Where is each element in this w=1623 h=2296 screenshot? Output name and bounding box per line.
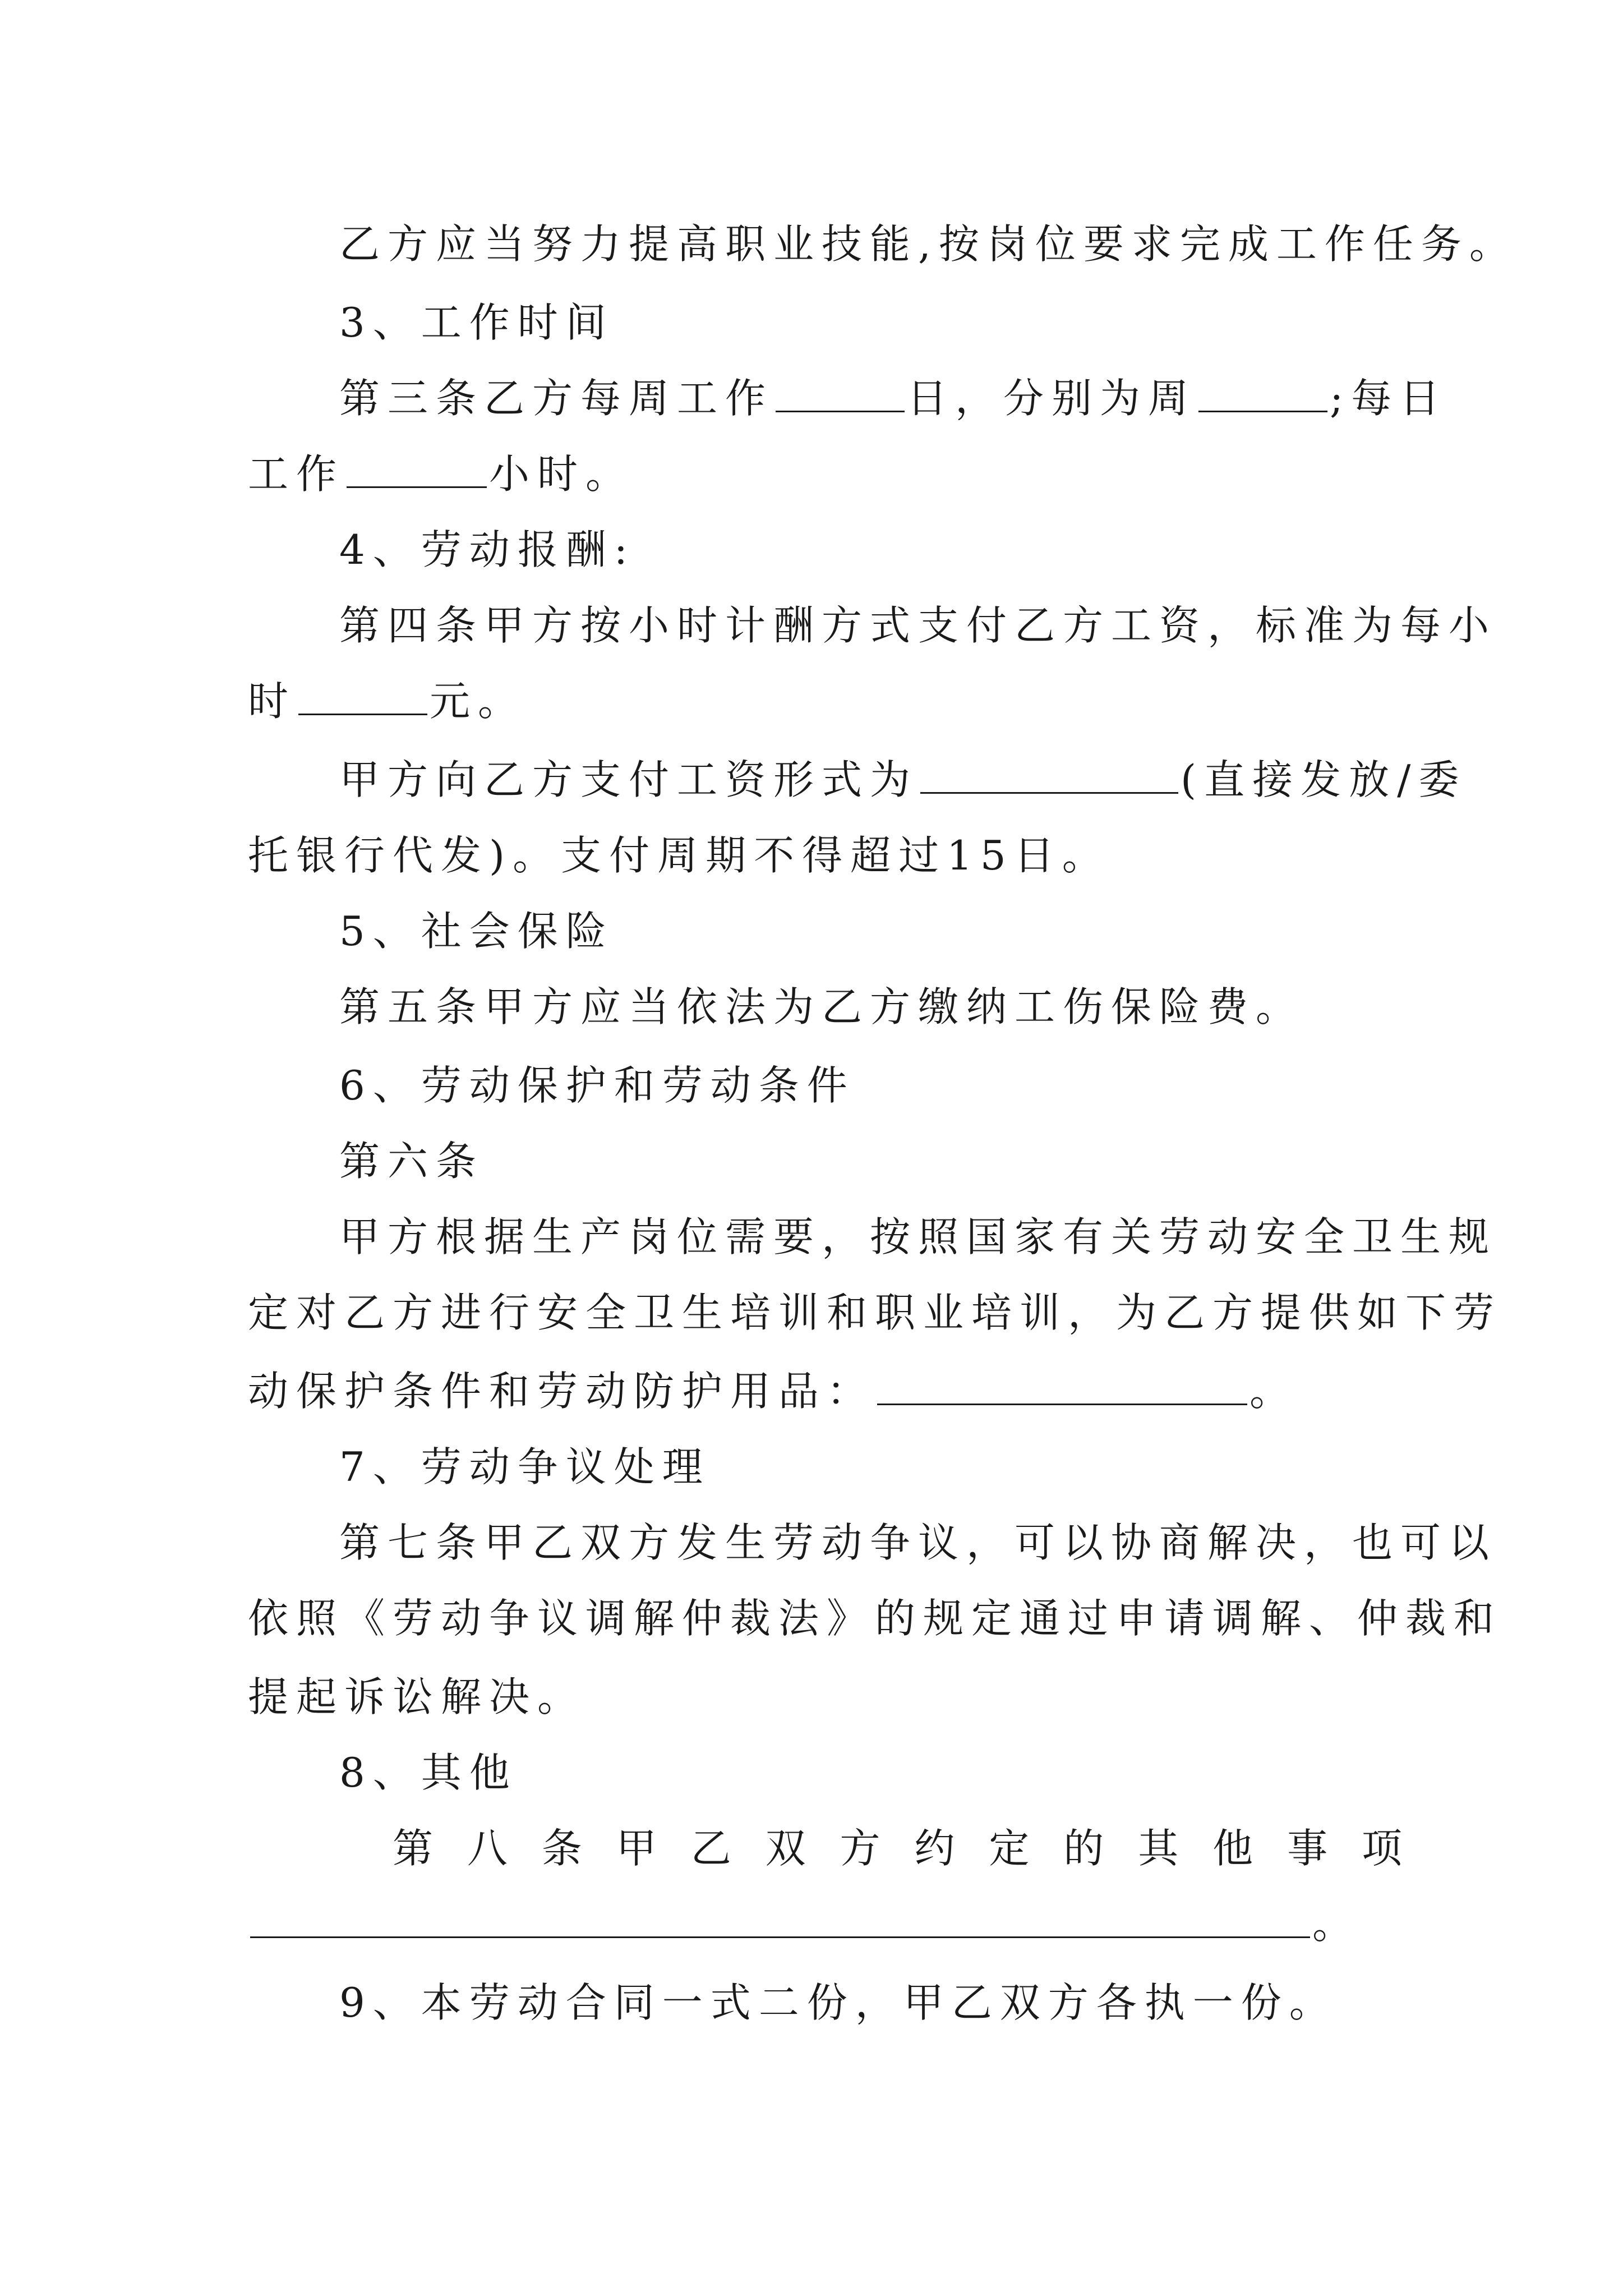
article-8-char: 的 bbox=[1063, 1825, 1104, 1872]
article-7-line-3: 提起诉讼解决。 bbox=[248, 1673, 586, 1720]
weekdays-blank bbox=[1198, 376, 1327, 412]
article-8-char: 甲 bbox=[616, 1825, 657, 1872]
article-5: 第五条甲方应当依法为乙方缴纳工伤保险费。 bbox=[339, 983, 1304, 1030]
contract-copies-clause: 9、本劳动合同一式二份，甲乙双方各执一份。 bbox=[339, 1979, 1338, 2026]
article-3-text-b: 日，分别为周 bbox=[907, 375, 1197, 422]
article-8-char: 定 bbox=[989, 1825, 1030, 1872]
article-6-title: 第六条 bbox=[339, 1138, 485, 1185]
payment-form-blank bbox=[920, 757, 1178, 794]
article-8-char: 条 bbox=[541, 1825, 582, 1872]
days-per-week-blank bbox=[776, 376, 905, 412]
heading-labor-protection: 6、劳动保护和劳动条件 bbox=[339, 1062, 855, 1109]
other-matters-blank bbox=[250, 1902, 1310, 1938]
article-7-line-2: 依照《劳动争议调解仲裁法》的规定通过申请调解、仲裁和 bbox=[248, 1595, 1502, 1642]
article-6-text-a: 动保护条件和劳动防护用品： bbox=[248, 1368, 875, 1415]
article-4-text-b: 元。 bbox=[430, 678, 527, 725]
article-8-text-end: 。 bbox=[1312, 1901, 1361, 1948]
article-8-char: 他 bbox=[1212, 1825, 1253, 1872]
article-3-text-a: 第三条乙方每周工作 bbox=[339, 375, 774, 422]
article-3-text-c: ;每日 bbox=[1330, 375, 1448, 422]
heading-remuneration: 4、劳动报酬: bbox=[339, 526, 636, 573]
article-7-line-1: 第七条甲乙双方发生劳动争议，可以协商解决，也可以 bbox=[339, 1519, 1497, 1566]
article-3-line-2 bbox=[248, 446, 634, 502]
payment-form-line-2: 托银行代发)。支付周期不得超过15日。 bbox=[248, 832, 1110, 879]
heading-social-insurance: 5、社会保险 bbox=[339, 908, 614, 955]
article-6-line-3 bbox=[248, 1363, 1298, 1419]
article-8-char: 双 bbox=[765, 1825, 806, 1872]
article-8-char: 乙 bbox=[690, 1825, 731, 1872]
heading-working-hours: 3、工作时间 bbox=[339, 299, 614, 346]
article-8-line-2 bbox=[248, 1896, 1361, 1952]
article-4-text-a: 时 bbox=[248, 678, 297, 725]
heading-other: 8、其他 bbox=[339, 1749, 518, 1796]
article-8-char: 其 bbox=[1138, 1825, 1179, 1872]
article-8-char: 方 bbox=[840, 1825, 880, 1872]
article-8-char: 八 bbox=[467, 1825, 508, 1872]
article-4-line-2 bbox=[248, 673, 526, 729]
article-8-line-1 bbox=[393, 1820, 1402, 1876]
article-8-char: 项 bbox=[1361, 1825, 1402, 1872]
hourly-rate-blank bbox=[298, 679, 427, 715]
payment-form-line-1 bbox=[339, 752, 1467, 808]
article-6-text-b: 。 bbox=[1249, 1368, 1298, 1415]
article-4-line-1: 第四条甲方按小时计酬方式支付乙方工资，标准为每小 bbox=[339, 602, 1497, 649]
article-8-char: 第 bbox=[393, 1825, 434, 1872]
payment-form-text-b: (直接发放/委 bbox=[1181, 756, 1467, 803]
article-8-char: 约 bbox=[914, 1825, 955, 1872]
paragraph-skills: 乙方应当努力提高职业技能,按岗位要求完成工作任务。 bbox=[339, 220, 1518, 268]
article-8-char: 事 bbox=[1287, 1825, 1328, 1872]
article-3-line-1 bbox=[339, 370, 1447, 426]
article-3-text-e: 小时。 bbox=[489, 450, 634, 498]
protective-equipment-blank bbox=[877, 1369, 1247, 1405]
payment-form-text-a: 甲方向乙方支付工资形式为 bbox=[339, 756, 919, 803]
heading-dispute-resolution: 7、劳动争议处理 bbox=[339, 1443, 711, 1490]
article-6-line-2: 定对乙方进行安全卫生培训和职业培训，为乙方提供如下劳 bbox=[248, 1289, 1502, 1336]
hours-per-day-blank bbox=[347, 452, 487, 488]
article-3-text-d: 工作 bbox=[248, 450, 345, 498]
article-6-line-1: 甲方根据生产岗位需要，按照国家有关劳动安全卫生规 bbox=[339, 1213, 1497, 1260]
